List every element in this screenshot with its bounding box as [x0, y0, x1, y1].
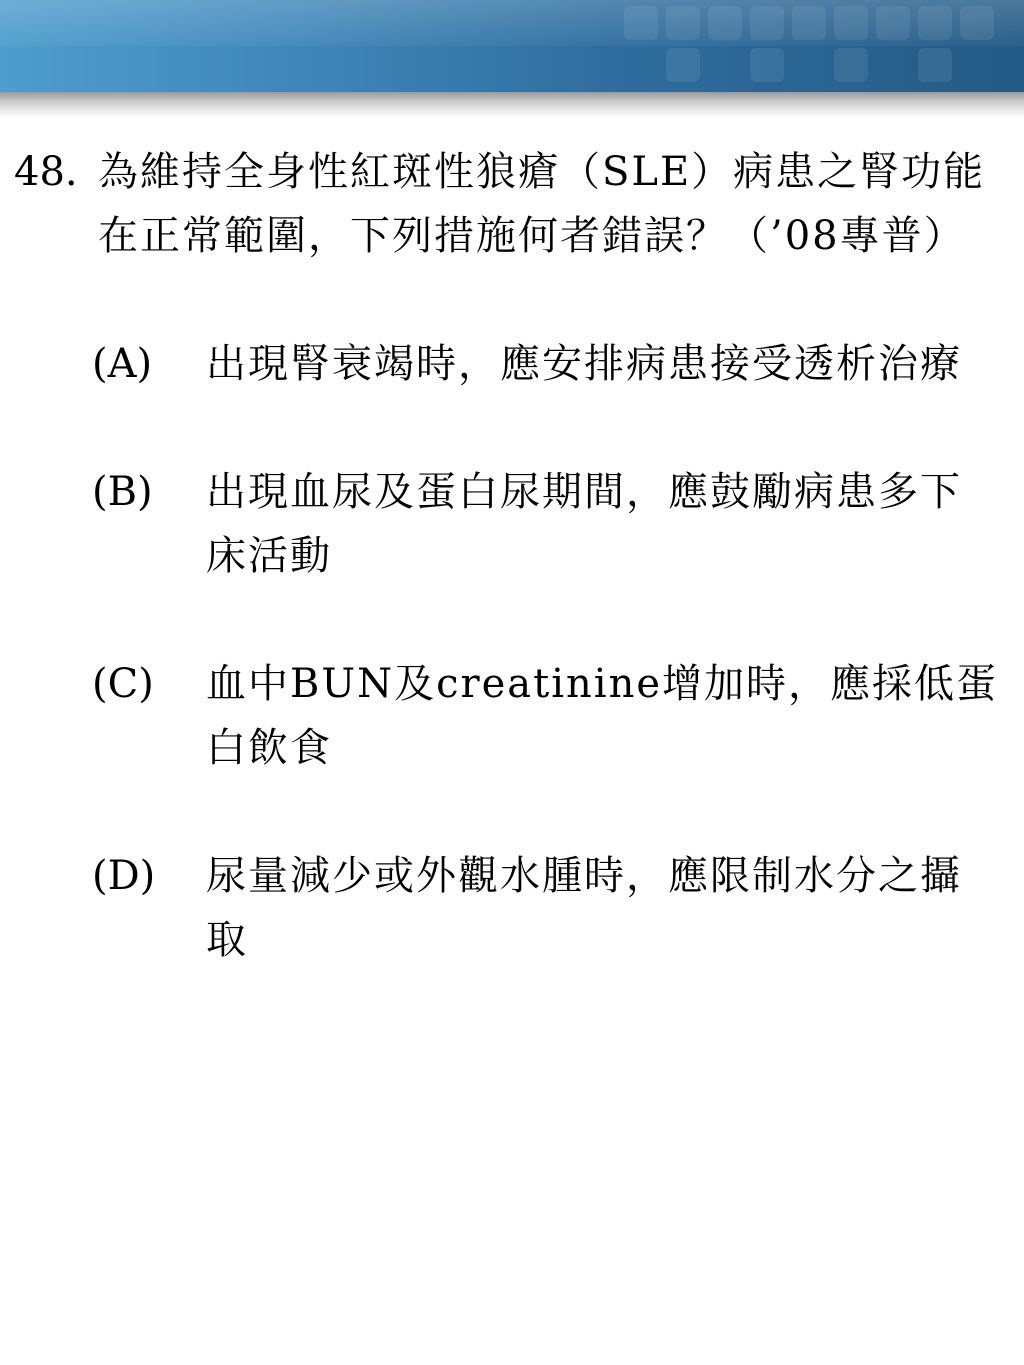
question-number: 48. — [14, 149, 78, 195]
header-banner — [0, 0, 1024, 92]
option-label: (B) — [92, 469, 153, 515]
option-b — [0, 460, 1024, 588]
option-text: 出現腎衰竭時，應安排病患接受透析治療 — [206, 341, 962, 387]
question-content — [0, 140, 1024, 972]
banner-tile-pattern — [604, 0, 1024, 92]
option-d — [0, 844, 1024, 972]
option-text: 出現血尿及蛋白尿期間，應鼓勵病患多下床活動 — [206, 469, 962, 579]
option-label: (A) — [92, 341, 153, 387]
banner-shadow — [0, 92, 1024, 118]
option-label: (D) — [92, 853, 156, 899]
option-text: 血中BUN及creatinine增加時，應採低蛋白飲食 — [206, 661, 999, 771]
question-text: 為維持全身性紅斑性狼瘡（SLE）病患之腎功能在正常範圍，下列措施何者錯誤？（’08專普） — [98, 149, 986, 259]
option-a — [0, 332, 1024, 396]
option-text: 尿量減少或外觀水腫時，應限制水分之攝取 — [206, 853, 962, 963]
option-c — [0, 652, 1024, 780]
option-label: (C) — [92, 661, 154, 707]
question-stem — [0, 140, 1024, 268]
